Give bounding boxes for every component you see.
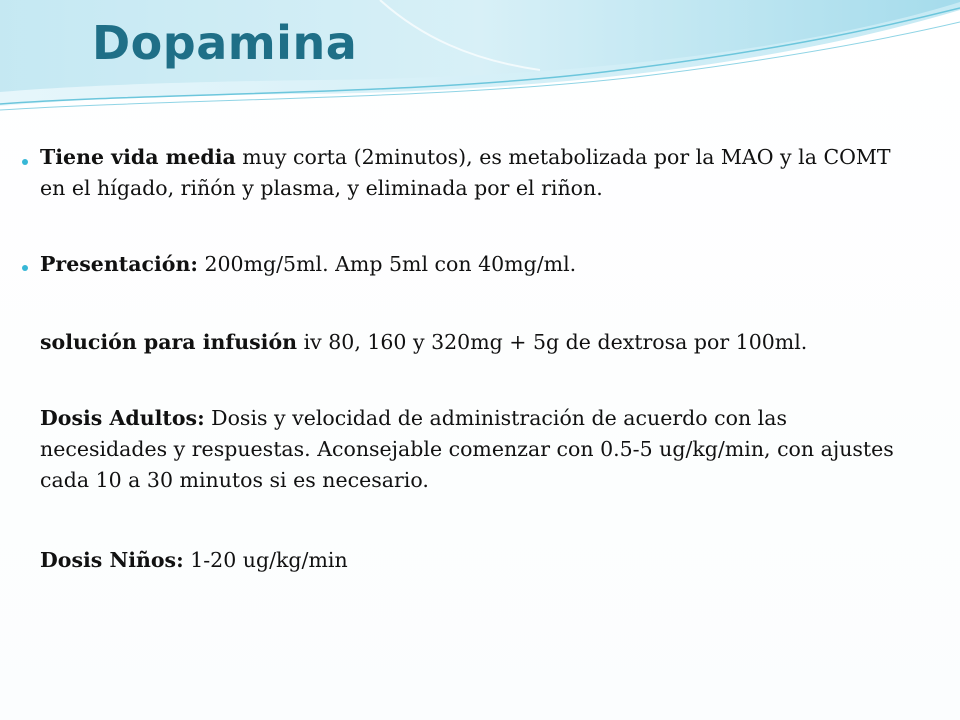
paragraph-lead: Presentación: [40, 252, 198, 276]
paragraph-lead: Dosis Adultos: [40, 406, 205, 430]
bullet-dot [22, 159, 28, 165]
paragraph-lead: Tiene vida media [40, 145, 236, 169]
paragraph-vida-media [40, 142, 910, 204]
paragraph-lead: Dosis Niños: [40, 548, 184, 572]
paragraph-presentacion [40, 249, 910, 280]
paragraph-dosis-adultos [40, 403, 910, 496]
paragraph-infusion [40, 327, 910, 358]
page-title: Dopamina [92, 16, 358, 70]
paragraph-text: Dosis y velocidad de administración de acuerdo con las necesidades y respuestas. Aconsejable comenzar con 0.5-5 ug/kg/min, con ajustes cada 10 a 30 minutos si es necesario. [40, 406, 894, 492]
paragraph-text: 200mg/5ml. Amp 5ml con 40mg/ml. [197, 252, 577, 276]
paragraph-text: iv 80, 160 y 320mg + 5g de dextrosa por 100ml. [297, 330, 808, 354]
paragraph-dosis-ninos [40, 545, 910, 576]
bullet-dot [22, 265, 28, 271]
paragraph-text: muy corta (2minutos), es metabolizada por la MAO y la COMT en el hígado, riñón y plasma, y eliminada por el riñon. [40, 145, 891, 200]
paragraph-text: 1-20 ug/kg/min [183, 548, 348, 572]
paragraph-lead: solución para infusión [40, 330, 298, 354]
